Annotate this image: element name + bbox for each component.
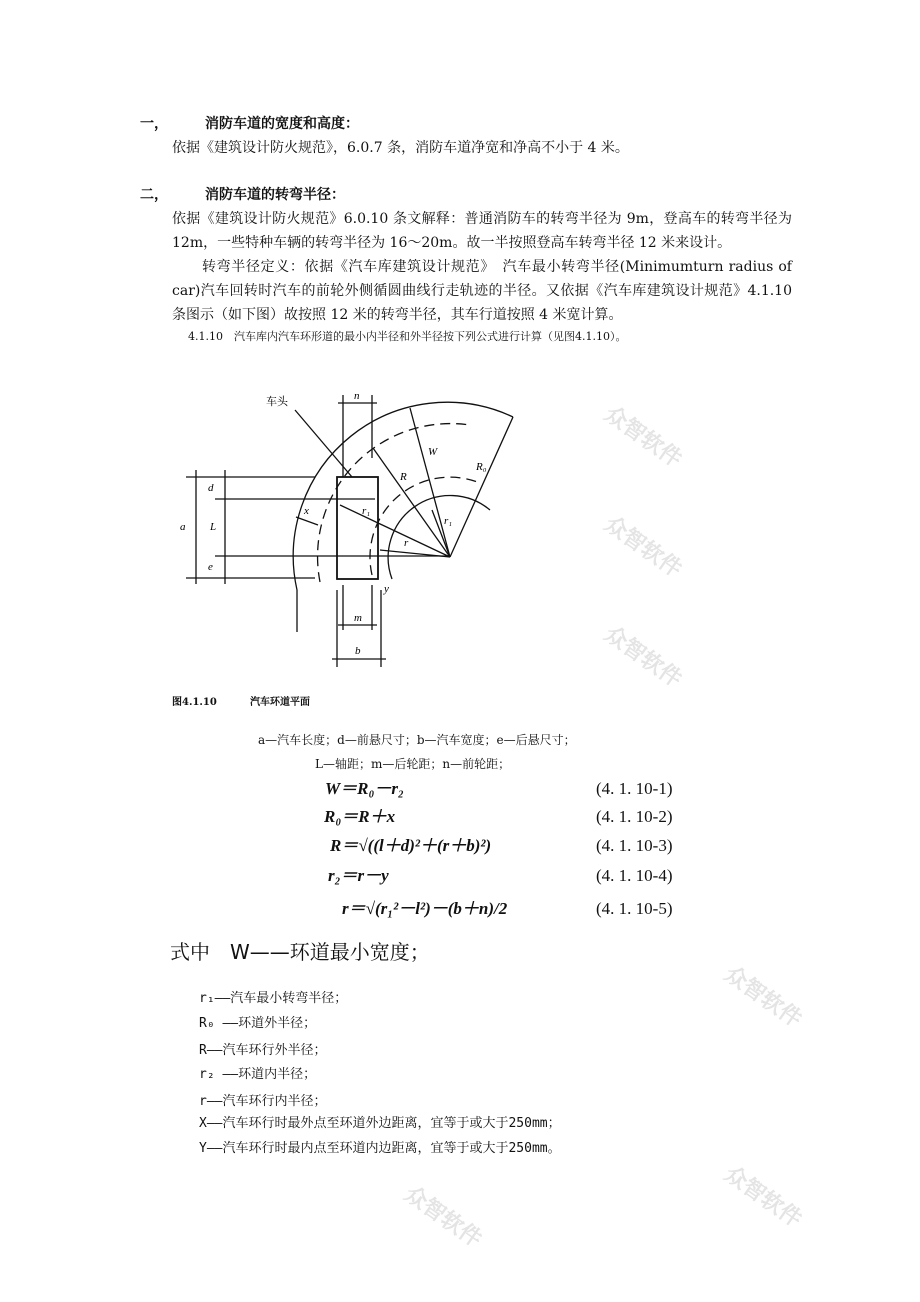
label-d: d [208, 482, 214, 494]
label-y: y [384, 583, 389, 595]
equation-number: (4. 1. 10-2) [596, 807, 673, 826]
definition: r——汽车环行内半径； [199, 1094, 327, 1109]
equation-number: (4. 1. 10-5) [596, 899, 673, 918]
figure-number: 图4.1.10 [172, 697, 217, 708]
definition: r₂ ——环道内半径； [199, 1067, 317, 1082]
label-r1-inner: r₁ [362, 505, 371, 517]
equation: r＝√(r₁²－l²)－(b＋n)/2 [342, 899, 508, 918]
label-R0: R₀ [476, 461, 487, 473]
paragraph: 转弯半径定义：依据《汽车库建筑设计规范》 汽车最小转弯半径(Minimumturn radius of car)汽车回转时汽车的前轮外侧循圆曲线行走轨迹的半径。又依据《汽车库建筑设计规范》4.1.10 条图示（如下图）故按照 12 米的转弯半径，其车行道按照 4 米宽计算。 [172, 259, 792, 323]
definition: R₀ ——环道外半径； [199, 1016, 317, 1031]
equation: R＝√((l＋d)²＋(r＋b)²) [330, 836, 492, 855]
label-b: b [355, 645, 361, 657]
label-m: m [354, 612, 362, 624]
paragraph: 依据《建筑设计防火规范》6.0.10 条文解释：普通消防车的转弯半径为 9m，登高车的转弯半径为 12m，一些特种车辆的转弯半径为 16～20m。故一半按照登高车转弯半径 12 米来设计。 [172, 211, 792, 251]
legend-line: L—轴距；m—后轮距；n—前轮距； [315, 757, 511, 771]
equation: r₂＝r－y [328, 866, 389, 885]
figure-caption: 汽车环道平面 [250, 697, 310, 708]
definition: X——汽车环行时最外点至环道外边距离，宜等于或大于250mm； [199, 1116, 561, 1131]
watermark: 众智软件 [599, 401, 687, 473]
equation-number: (4. 1. 10-4) [596, 866, 673, 885]
section-number: 二， [140, 187, 168, 203]
car-outline [337, 477, 378, 579]
equation-number: (4. 1. 10-3) [596, 836, 673, 855]
watermark: 众智软件 [599, 621, 687, 693]
label-R: R [400, 471, 407, 483]
label-e: e [208, 561, 213, 573]
definition: R——汽车环行外半径； [199, 1043, 327, 1058]
section-heading: 消防车道的宽度和高度： [205, 116, 359, 132]
watermark: 众智软件 [399, 1181, 487, 1253]
section-number: 一， [140, 116, 168, 132]
label-L: L [210, 521, 217, 533]
clause-text: 4.1.10 汽车库内汽车环形道的最小内半径和外半径按下列公式进行计算（见图4.1.10）。 [188, 330, 627, 343]
definition: r₁——汽车最小转弯半径； [199, 991, 348, 1006]
label-W: W [428, 446, 438, 458]
label-r: r [404, 537, 409, 549]
equation-number: (4. 1. 10-1) [596, 779, 673, 798]
watermark: 众智软件 [599, 511, 687, 583]
label-a: a [180, 521, 186, 533]
section-heading: 消防车道的转弯半径： [205, 187, 345, 203]
watermark: 众智软件 [719, 1161, 807, 1233]
outer-track-arc [318, 424, 470, 582]
equation: W＝R₀－r₂ [325, 779, 404, 798]
label-x: x [304, 505, 309, 517]
definition: Y——汽车环行时最内点至环道内边距离，宜等于或大于250mm。 [199, 1141, 561, 1156]
legend-line: a—汽车长度；d—前悬尺寸；b—汽车宽度；e—后悬尺寸； [258, 733, 576, 747]
equation: R₀＝R＋x [324, 807, 396, 826]
label-car-head: 车头 [266, 396, 288, 408]
label-r1: r₁ [444, 515, 453, 527]
where-heading: 式中 W——环道最小宽度； [170, 940, 430, 964]
label-n: n [354, 390, 360, 402]
watermark: 众智软件 [719, 961, 807, 1033]
paragraph: 依据《建筑设计防火规范》，6.0.7 条，消防车道净宽和净高不小于 4 米。 [172, 140, 629, 156]
